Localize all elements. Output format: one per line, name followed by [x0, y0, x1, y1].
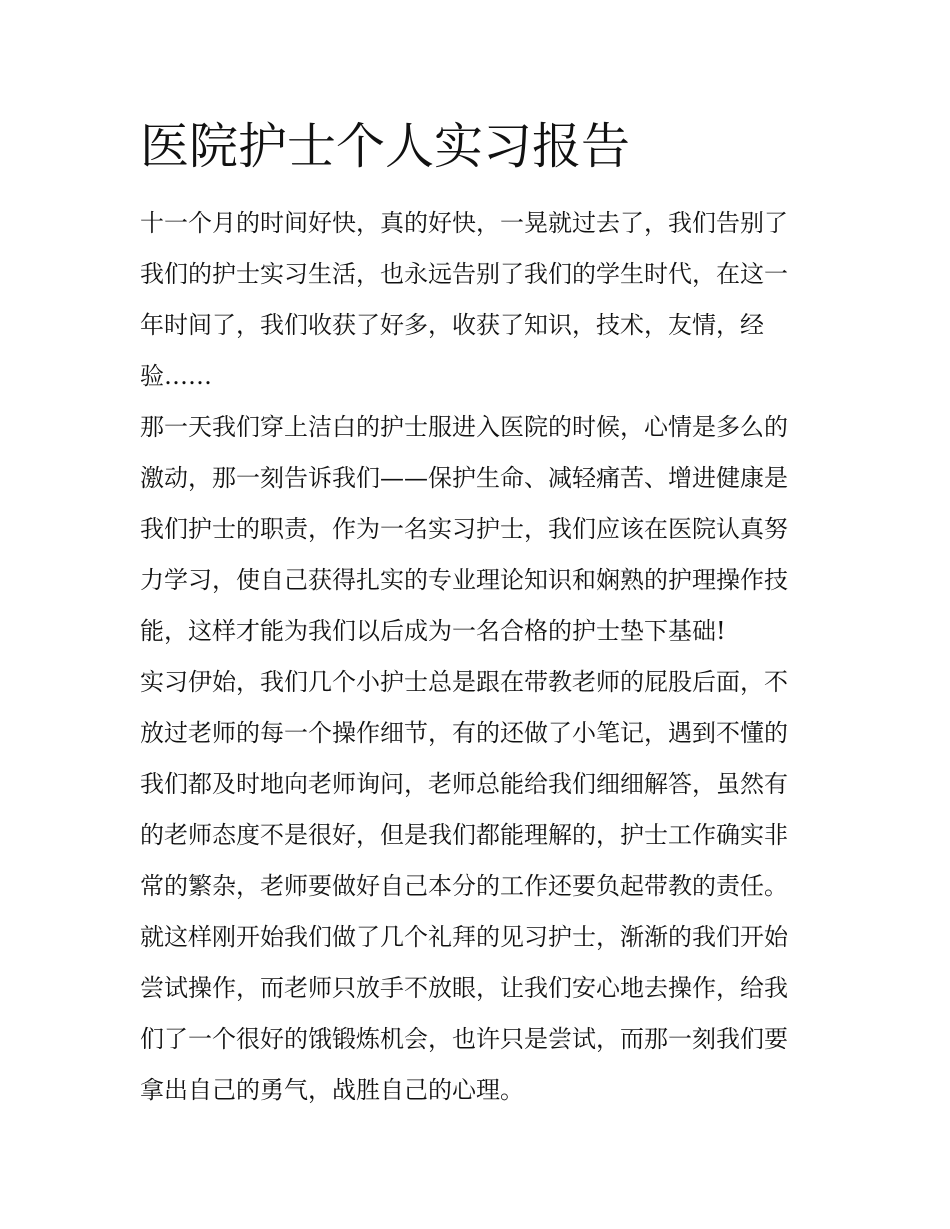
text-line: 尝试操作，而老师只放手不放眼，让我们安心地去操作，给我 [140, 974, 788, 1002]
document-title: 医院护士个人实习报告 [140, 118, 631, 175]
text-line: 年时间了，我们收获了好多，收获了知识，技术，友情，经 [140, 311, 764, 339]
text-line: 常的繁杂，老师要做好自己本分的工作还要负起带教的责任。 [140, 872, 788, 900]
paragraph-1 [140, 198, 818, 402]
text-line: 我们的护士实习生活，也永远告别了我们的学生时代，在这一 [140, 260, 788, 288]
text-line: 拿出自己的勇气，战胜自己的心理。 [140, 1076, 524, 1104]
document-content [140, 112, 818, 1116]
text-line: 实习伊始，我们几个小护士总是跟在带教老师的屁股后面，不 [140, 668, 788, 696]
text-line: 们了一个很好的饿锻炼机会，也许只是尝试，而那一刻我们要 [140, 1025, 788, 1053]
text-line: 十一个月的时间好快，真的好快，一晃就过去了，我们告别了 [140, 209, 788, 237]
text-line: 力学习，使自己获得扎实的专业理论知识和娴熟的护理操作技 [140, 566, 788, 594]
paragraph-3 [140, 657, 818, 912]
text-line: 放过老师的每一个操作细节，有的还做了小笔记，遇到不懂的 [140, 719, 788, 747]
text-line: 验…… [140, 362, 212, 390]
text-line: 的老师态度不是很好，但是我们都能理解的，护士工作确实非 [140, 821, 788, 849]
paragraph-4 [140, 912, 818, 1116]
text-line: 那一天我们穿上洁白的护士服进入医院的时候，心情是多么的 [140, 413, 788, 441]
document-body [140, 198, 818, 1116]
text-line: 就这样刚开始我们做了几个礼拜的见习护士，渐渐的我们开始 [140, 923, 788, 951]
text-line: 激动，那一刻告诉我们——保护生命、减轻痛苦、增进健康是 [140, 464, 788, 492]
paragraph-2 [140, 402, 818, 657]
text-line: 我们都及时地向老师询问，老师总能给我们细细解答，虽然有 [140, 770, 788, 798]
text-line: 我们护士的职责，作为一名实习护士，我们应该在医院认真努 [140, 515, 788, 543]
text-line: 能，这样才能为我们以后成为一名合格的护士垫下基础! [140, 617, 726, 645]
